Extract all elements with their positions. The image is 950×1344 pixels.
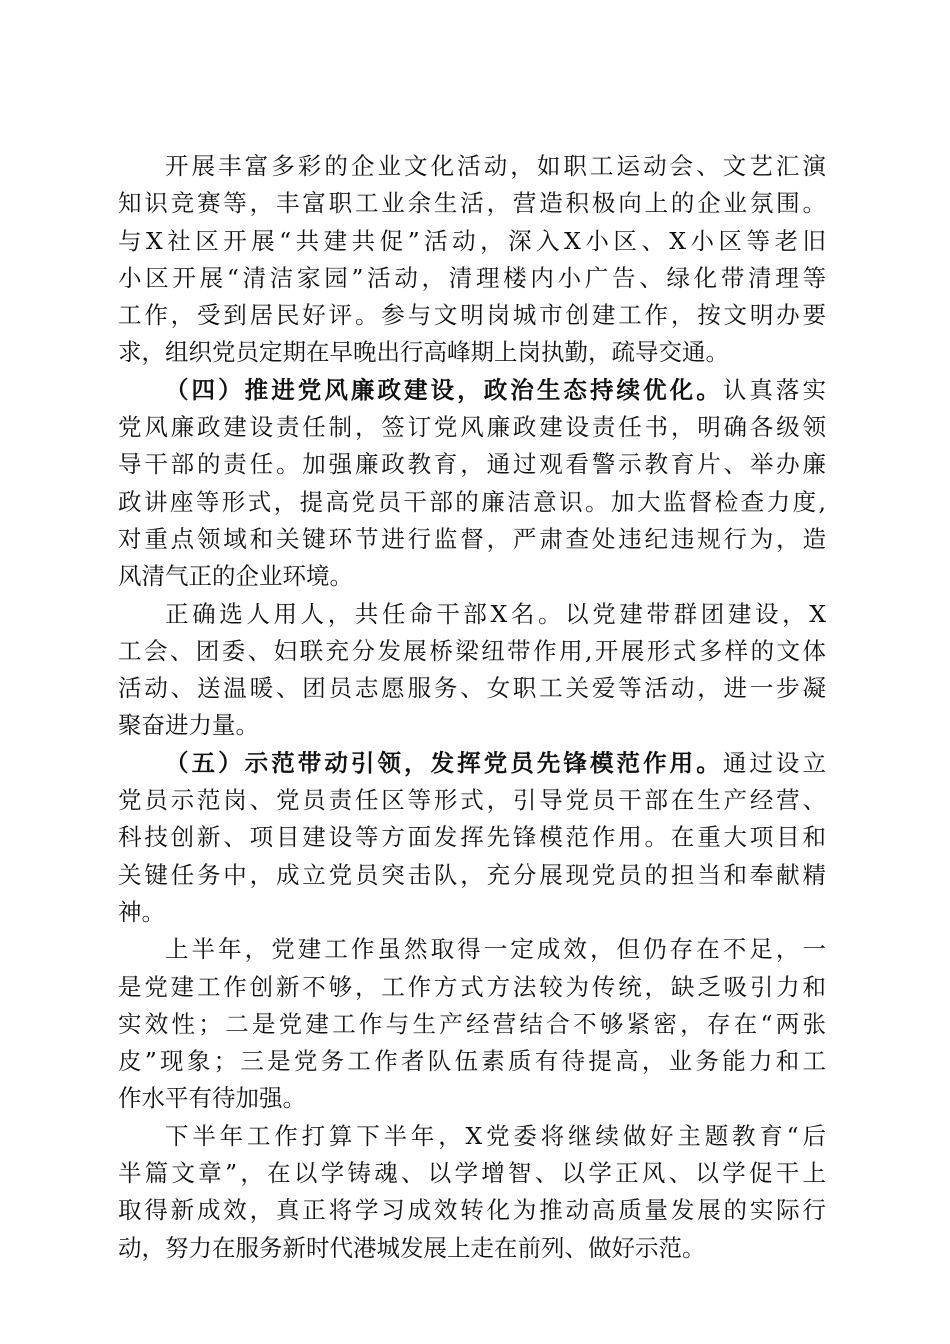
line-text: 通过设立 <box>722 748 826 777</box>
text-line <box>118 409 826 446</box>
line-text: 工作，受到居民好评。参与文明岗城市创建工作，按文明办要 <box>118 301 826 330</box>
line-text: 关键任务中，成立党员突击队，充分展现党员的担当和奉献精 <box>118 860 826 889</box>
text-line <box>118 223 826 260</box>
text-line <box>118 148 826 185</box>
text-line <box>118 1192 826 1229</box>
text-line <box>118 334 826 371</box>
line-text: 风清气正的企业环境。 <box>118 562 353 591</box>
line-text: 对重点领域和关键环节进行监督，严肃查处违纪违规行为，造 <box>118 524 826 553</box>
text-line <box>118 969 826 1006</box>
text-line <box>118 297 826 334</box>
line-text: 党风廉政建设责任制，签订党风廉政建设责任书，明确各级领 <box>118 413 826 442</box>
text-line <box>118 1230 826 1267</box>
line-text: 工会、团委、妇联充分发展桥梁纽带作用,开展形式多样的文体 <box>118 636 826 665</box>
text-line <box>118 1118 826 1155</box>
line-text: 与X社区开展“共建共促”活动，深入X小区、X小区等老旧 <box>118 226 826 255</box>
text-line <box>118 782 826 819</box>
line-text: 上半年，党建工作虽然取得一定成效，但仍存在不足，一 <box>165 935 826 964</box>
text-line <box>118 670 826 707</box>
document-body <box>118 148 826 1267</box>
line-text: 是党建工作创新不够，工作方式方法较为传统，缺乏吸引力和 <box>118 972 826 1001</box>
text-line <box>118 484 826 521</box>
line-text: 活动、送温暖、团员志愿服务、女职工关爱等活动，进一步凝 <box>118 674 826 703</box>
text-line <box>118 558 826 595</box>
text-line <box>118 633 826 670</box>
line-text: 动，努力在服务新时代港城发展上走在前列、做好示范。 <box>118 1233 706 1262</box>
text-line <box>118 857 826 894</box>
line-text: 政讲座等形式，提高党员干部的廉洁意识。加大监督检查力度, <box>118 487 826 516</box>
text-line <box>118 185 826 222</box>
line-text: 聚奋进力量。 <box>118 711 259 740</box>
text-line <box>118 1155 826 1192</box>
line-text: 神。 <box>118 897 165 926</box>
line-text: 认真落实 <box>722 375 826 404</box>
text-line <box>118 596 826 633</box>
text-line <box>118 521 826 558</box>
text-line <box>118 1043 826 1080</box>
text-line <box>118 1080 826 1117</box>
section-heading: （四）推进党风廉政建设，政治生态持续优化。 <box>165 375 723 404</box>
line-text: 取得新成效，真正将学习成效转化为推动高质量发展的实际行 <box>118 1196 826 1225</box>
text-line <box>118 745 826 782</box>
text-line <box>118 1006 826 1043</box>
line-text: 开展丰富多彩的企业文化活动，如职工运动会、文艺汇演 <box>165 152 826 180</box>
text-line <box>118 707 826 744</box>
text-line <box>118 446 826 483</box>
line-text: 科技创新、项目建设等方面发挥先锋模范作用。在重大项目和 <box>118 823 826 852</box>
line-text: 小区开展“清洁家园”活动，清理楼内小广告、绿化带清理等 <box>118 263 826 292</box>
line-text: 知识竞赛等，丰富职工业余生活，营造积极向上的企业氛围。 <box>118 189 826 218</box>
text-line <box>118 819 826 856</box>
line-text: 半篇文章”，在以学铸魂、以学增智、以学正风、以学促干上 <box>118 1159 826 1188</box>
line-text: 正确选人用人，共任命干部X名。以党建带群团建设，X <box>165 599 826 628</box>
line-text: 求，组织党员定期在早晚出行高峰期上岗执勤，疏导交通。 <box>118 338 729 367</box>
text-line <box>118 260 826 297</box>
text-line <box>118 931 826 968</box>
section-heading: （五）示范带动引领，发挥党员先锋模范作用。 <box>165 748 723 777</box>
line-text: 下半年工作打算下半年，X党委将继续做好主题教育“后 <box>165 1121 826 1150</box>
line-text: 皮”现象；三是党务工作者队伍素质有待提高，业务能力和工 <box>118 1047 826 1076</box>
line-text: 党员示范岗、党员责任区等形式，引导党员干部在生产经营、 <box>118 786 826 815</box>
line-text: 导干部的责任。加强廉政教育，通过观看警示教育片、举办廉 <box>118 450 826 479</box>
text-line <box>118 372 826 409</box>
text-line <box>118 894 826 931</box>
line-text: 作水平有待加强。 <box>118 1084 306 1113</box>
line-text: 实效性；二是党建工作与生产经营结合不够紧密，存在“两张 <box>118 1009 826 1038</box>
